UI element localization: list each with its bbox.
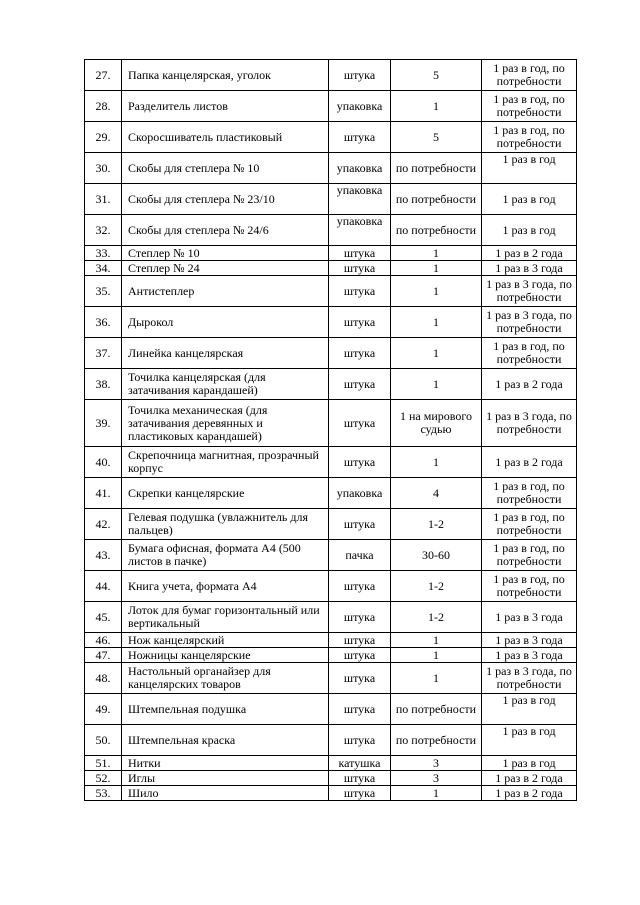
- row-number-cell: 47.: [85, 648, 122, 663]
- unit-cell: катушка: [329, 756, 391, 771]
- row-number-cell: 38.: [85, 369, 122, 400]
- unit-cell: штука: [329, 786, 391, 801]
- row-number-cell: 42.: [85, 509, 122, 540]
- quantity-cell: 1: [391, 648, 482, 663]
- item-name-cell: Точилка канцелярская (для затачивания карандашей): [122, 369, 329, 400]
- quantity-cell: 1: [391, 261, 482, 276]
- unit-cell: штука: [329, 694, 391, 725]
- quantity-cell: 1: [391, 276, 482, 307]
- frequency-cell: 1 раз в 2 года: [482, 447, 577, 478]
- quantity-cell: 1: [391, 369, 482, 400]
- row-number-cell: 37.: [85, 338, 122, 369]
- document-page: [84, 59, 577, 801]
- unit-cell: штука: [329, 509, 391, 540]
- frequency-cell: 1 раз в год, по потребности: [482, 338, 577, 369]
- frequency-cell: 1 раз в год: [482, 756, 577, 771]
- row-number-cell: 35.: [85, 276, 122, 307]
- table-row: [85, 571, 577, 602]
- item-name-cell: Нитки: [122, 756, 329, 771]
- quantity-cell: по потребности: [391, 725, 482, 756]
- unit-cell: штука: [329, 633, 391, 648]
- table-row: [85, 509, 577, 540]
- frequency-cell: 1 раз в год, по потребности: [482, 91, 577, 122]
- quantity-cell: 30-60: [391, 540, 482, 571]
- row-number-cell: 50.: [85, 725, 122, 756]
- table-row: [85, 246, 577, 261]
- table-row: [85, 694, 577, 725]
- row-number-cell: 32.: [85, 215, 122, 246]
- quantity-cell: 1: [391, 447, 482, 478]
- table-row: [85, 261, 577, 276]
- unit-cell: штука: [329, 307, 391, 338]
- table-row: [85, 122, 577, 153]
- row-number-cell: 30.: [85, 153, 122, 184]
- table-row: [85, 447, 577, 478]
- row-number-cell: 29.: [85, 122, 122, 153]
- frequency-cell: 1 раз в 2 года: [482, 771, 577, 786]
- frequency-cell: 1 раз в год, по потребности: [482, 478, 577, 509]
- row-number-cell: 31.: [85, 184, 122, 215]
- table-row: [85, 369, 577, 400]
- frequency-cell: 1 раз в год: [482, 694, 577, 725]
- row-number-cell: 33.: [85, 246, 122, 261]
- quantity-cell: 5: [391, 60, 482, 91]
- unit-cell: штука: [329, 447, 391, 478]
- row-number-cell: 51.: [85, 756, 122, 771]
- unit-cell: штука: [329, 60, 391, 91]
- quantity-cell: 1: [391, 663, 482, 694]
- table-row: [85, 756, 577, 771]
- quantity-cell: 1-2: [391, 602, 482, 633]
- unit-cell: штука: [329, 648, 391, 663]
- item-name-cell: Шило: [122, 786, 329, 801]
- frequency-cell: 1 раз в 2 года: [482, 786, 577, 801]
- table-row: [85, 633, 577, 648]
- row-number-cell: 45.: [85, 602, 122, 633]
- table-row: [85, 725, 577, 756]
- table-row: [85, 153, 577, 184]
- quantity-cell: 1: [391, 307, 482, 338]
- item-name-cell: Штемпельная подушка: [122, 694, 329, 725]
- quantity-cell: по потребности: [391, 184, 482, 215]
- frequency-cell: 1 раз в 3 года, по потребности: [482, 400, 577, 447]
- frequency-cell: 1 раз в год, по потребности: [482, 571, 577, 602]
- item-name-cell: Скобы для степлера № 23/10: [122, 184, 329, 215]
- unit-cell: штука: [329, 246, 391, 261]
- table-row: [85, 307, 577, 338]
- frequency-cell: 1 раз в 2 года: [482, 246, 577, 261]
- frequency-cell: 1 раз в год, по потребности: [482, 509, 577, 540]
- item-name-cell: Скрепки канцелярские: [122, 478, 329, 509]
- row-number-cell: 43.: [85, 540, 122, 571]
- table-row: [85, 771, 577, 786]
- row-number-cell: 44.: [85, 571, 122, 602]
- quantity-cell: 1-2: [391, 509, 482, 540]
- item-name-cell: Дырокол: [122, 307, 329, 338]
- quantity-cell: 1: [391, 91, 482, 122]
- table-row: [85, 184, 577, 215]
- table-row: [85, 215, 577, 246]
- row-number-cell: 27.: [85, 60, 122, 91]
- unit-cell: штука: [329, 276, 391, 307]
- quantity-cell: по потребности: [391, 694, 482, 725]
- item-name-cell: Антистеплер: [122, 276, 329, 307]
- frequency-cell: 1 раз в 3 года: [482, 261, 577, 276]
- frequency-cell: 1 раз в год: [482, 215, 577, 246]
- row-number-cell: 52.: [85, 771, 122, 786]
- item-name-cell: Разделитель листов: [122, 91, 329, 122]
- table-row: [85, 91, 577, 122]
- item-name-cell: Лоток для бумаг горизонтальный или вертикальный: [122, 602, 329, 633]
- table-row: [85, 786, 577, 801]
- unit-cell: упаковка: [329, 478, 391, 509]
- unit-cell: штука: [329, 369, 391, 400]
- supplies-table: [84, 59, 577, 801]
- unit-cell: штука: [329, 771, 391, 786]
- table-row: [85, 400, 577, 447]
- unit-cell: штука: [329, 602, 391, 633]
- frequency-cell: 1 раз в год: [482, 153, 577, 184]
- row-number-cell: 39.: [85, 400, 122, 447]
- item-name-cell: Скрепочница магнитная, прозрачный корпус: [122, 447, 329, 478]
- unit-cell: упаковка: [329, 184, 391, 215]
- table-row: [85, 540, 577, 571]
- quantity-cell: 1: [391, 786, 482, 801]
- item-name-cell: Настольный органайзер для канцелярских товаров: [122, 663, 329, 694]
- item-name-cell: Скобы для степлера № 10: [122, 153, 329, 184]
- table-row: [85, 663, 577, 694]
- frequency-cell: 1 раз в 2 года: [482, 369, 577, 400]
- item-name-cell: Бумага офисная, формата А4 (500 листов в пачке): [122, 540, 329, 571]
- row-number-cell: 41.: [85, 478, 122, 509]
- row-number-cell: 49.: [85, 694, 122, 725]
- table-row: [85, 478, 577, 509]
- frequency-cell: 1 раз в год, по потребности: [482, 540, 577, 571]
- quantity-cell: 1: [391, 338, 482, 369]
- row-number-cell: 53.: [85, 786, 122, 801]
- quantity-cell: 5: [391, 122, 482, 153]
- supplies-table-body: [85, 60, 577, 801]
- item-name-cell: Степлер № 24: [122, 261, 329, 276]
- item-name-cell: Степлер № 10: [122, 246, 329, 261]
- quantity-cell: 3: [391, 756, 482, 771]
- frequency-cell: 1 раз в год, по потребности: [482, 60, 577, 91]
- row-number-cell: 34.: [85, 261, 122, 276]
- unit-cell: штука: [329, 122, 391, 153]
- unit-cell: упаковка: [329, 153, 391, 184]
- row-number-cell: 46.: [85, 633, 122, 648]
- unit-cell: штука: [329, 400, 391, 447]
- unit-cell: штука: [329, 338, 391, 369]
- unit-cell: штука: [329, 571, 391, 602]
- unit-cell: штука: [329, 725, 391, 756]
- quantity-cell: 4: [391, 478, 482, 509]
- frequency-cell: 1 раз в 3 года: [482, 648, 577, 663]
- item-name-cell: Книга учета, формата А4: [122, 571, 329, 602]
- frequency-cell: 1 раз в 3 года: [482, 633, 577, 648]
- table-row: [85, 60, 577, 91]
- item-name-cell: Нож канцелярский: [122, 633, 329, 648]
- frequency-cell: 1 раз в 3 года, по потребности: [482, 307, 577, 338]
- unit-cell: пачка: [329, 540, 391, 571]
- table-row: [85, 276, 577, 307]
- table-row: [85, 338, 577, 369]
- frequency-cell: 1 раз в год, по потребности: [482, 122, 577, 153]
- unit-cell: упаковка: [329, 91, 391, 122]
- frequency-cell: 1 раз в 3 года, по потребности: [482, 663, 577, 694]
- frequency-cell: 1 раз в 3 года: [482, 602, 577, 633]
- row-number-cell: 36.: [85, 307, 122, 338]
- unit-cell: штука: [329, 663, 391, 694]
- row-number-cell: 28.: [85, 91, 122, 122]
- item-name-cell: Ножницы канцелярские: [122, 648, 329, 663]
- item-name-cell: Папка канцелярская, уголок: [122, 60, 329, 91]
- frequency-cell: 1 раз в 3 года, по потребности: [482, 276, 577, 307]
- quantity-cell: по потребности: [391, 153, 482, 184]
- item-name-cell: Скобы для степлера № 24/6: [122, 215, 329, 246]
- frequency-cell: 1 раз в год: [482, 725, 577, 756]
- item-name-cell: Иглы: [122, 771, 329, 786]
- item-name-cell: Точилка механическая (для затачивания деревянных и пластиковых карандашей): [122, 400, 329, 447]
- table-row: [85, 648, 577, 663]
- quantity-cell: 3: [391, 771, 482, 786]
- quantity-cell: по потребности: [391, 215, 482, 246]
- item-name-cell: Штемпельная краска: [122, 725, 329, 756]
- quantity-cell: 1: [391, 633, 482, 648]
- quantity-cell: 1-2: [391, 571, 482, 602]
- frequency-cell: 1 раз в год: [482, 184, 577, 215]
- quantity-cell: 1 на мирового судью: [391, 400, 482, 447]
- row-number-cell: 40.: [85, 447, 122, 478]
- item-name-cell: Гелевая подушка (увлажнитель для пальцев): [122, 509, 329, 540]
- row-number-cell: 48.: [85, 663, 122, 694]
- quantity-cell: 1: [391, 246, 482, 261]
- item-name-cell: Скоросшиватель пластиковый: [122, 122, 329, 153]
- unit-cell: упаковка: [329, 215, 391, 246]
- unit-cell: штука: [329, 261, 391, 276]
- item-name-cell: Линейка канцелярская: [122, 338, 329, 369]
- table-row: [85, 602, 577, 633]
